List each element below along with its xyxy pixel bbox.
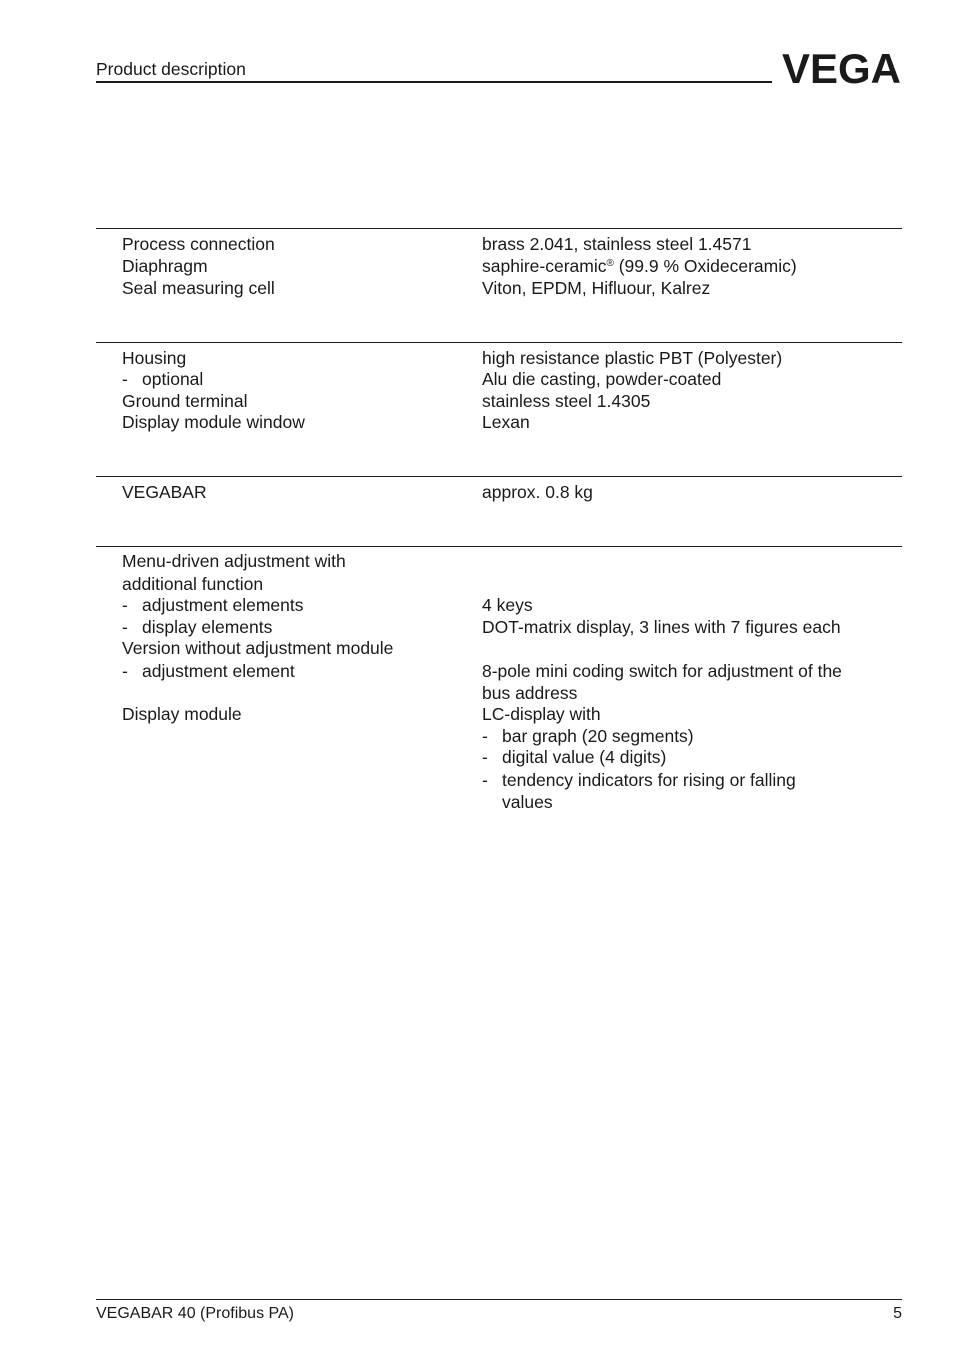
- spec-value: DOT-matrix display, 3 lines with 7 figures each: [482, 617, 841, 637]
- feature-item: - digital value (4 digits): [482, 747, 667, 767]
- spec-value: bus address: [482, 683, 578, 703]
- spec-label: Display module window: [122, 412, 305, 432]
- spec-label: additional function: [122, 574, 264, 594]
- spec-value: high resistance plastic PBT (Polyester): [482, 348, 783, 368]
- adjustment-section: [96, 546, 902, 827]
- housing-section: [96, 342, 902, 463]
- spec-label: Seal measuring cell: [122, 278, 275, 298]
- feature-item-continuation: values: [502, 792, 553, 812]
- spec-row: [96, 573, 902, 595]
- svg-text:VEGA: VEGA: [782, 50, 901, 86]
- spec-value: stainless steel 1.4305: [482, 391, 651, 411]
- spec-value: brass 2.041, stainless steel 1.4571: [482, 234, 752, 254]
- spec-label: Process connection: [122, 234, 275, 254]
- spec-row: [96, 637, 902, 659]
- spec-row: [96, 594, 902, 616]
- footer-document-title: VEGABAR 40 (Profibus PA): [96, 1305, 294, 1322]
- spec-row: [96, 660, 902, 682]
- vega-logo: [782, 50, 902, 86]
- spec-label: Display module: [122, 704, 242, 724]
- materials-section: [96, 228, 902, 329]
- spec-label: Housing: [122, 348, 187, 368]
- spec-label: Version without adjustment module: [122, 638, 394, 658]
- spec-row: [96, 682, 902, 704]
- feature-item: - bar graph (20 segments): [482, 726, 694, 746]
- feature-item: - tendency indicators for rising or falling: [482, 770, 796, 790]
- footer-rule: [96, 1299, 902, 1300]
- spec-row: [96, 368, 902, 390]
- page-number: 5: [893, 1305, 902, 1322]
- spec-row: [96, 550, 902, 572]
- spec-label: Menu-driven adjustment with: [122, 551, 346, 571]
- spec-label: - adjustment elements: [122, 595, 304, 615]
- header-rule: [96, 81, 772, 83]
- spec-label: - adjustment element: [122, 661, 295, 681]
- spec-row: [96, 233, 902, 255]
- page-header-title: Product description: [96, 59, 246, 79]
- spec-row: [96, 347, 902, 369]
- spec-label: Diaphragm: [122, 256, 208, 276]
- spec-label: Ground terminal: [122, 391, 248, 411]
- spec-row: [96, 255, 902, 277]
- spec-value: saphire-ceramic® (99.9 % Oxideceramic): [482, 256, 797, 276]
- spec-value: 8-pole mini coding switch for adjustment of the: [482, 661, 842, 681]
- spec-label: - optional: [122, 369, 204, 389]
- weight-section: [96, 476, 902, 533]
- spec-value: Viton, EPDM, Hifluour, Kalrez: [482, 278, 711, 298]
- spec-row: [96, 390, 902, 412]
- spec-value: 4 keys: [482, 595, 533, 615]
- spec-row: [96, 411, 902, 433]
- registered-mark: ®: [606, 258, 614, 269]
- spec-value: Alu die casting, powder-coated: [482, 369, 722, 389]
- spec-label: - display elements: [122, 617, 273, 637]
- spec-row: [96, 616, 902, 638]
- spec-label: VEGABAR: [122, 482, 207, 502]
- spec-row: [96, 277, 902, 299]
- spec-row: [96, 703, 902, 725]
- spec-value: LC-display with: [482, 704, 601, 724]
- spec-row: [96, 481, 902, 503]
- spec-value: Lexan: [482, 412, 530, 432]
- spec-value: approx. 0.8 kg: [482, 482, 593, 502]
